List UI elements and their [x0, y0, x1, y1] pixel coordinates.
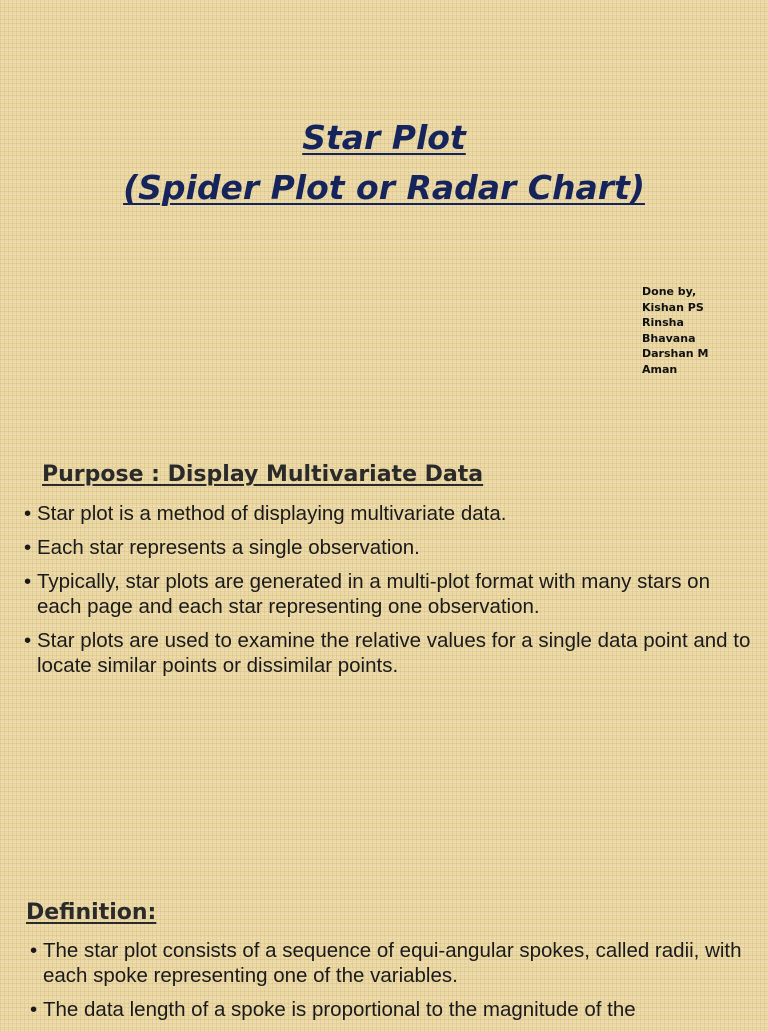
author-name: Rinsha	[642, 316, 684, 330]
bullet-dot-icon: •	[24, 629, 32, 652]
bullet-dot-icon: •	[24, 536, 32, 559]
definition-bullet-list	[30, 938, 760, 1031]
definition-heading: Definition:	[26, 900, 157, 925]
purpose-heading: Purpose : Display Multivariate Data	[42, 462, 484, 487]
authors-block	[642, 284, 708, 378]
author-name: Bhavana	[642, 331, 696, 345]
author-name: Aman	[642, 362, 678, 376]
bullet-item	[24, 569, 754, 619]
bullet-dot-icon: •	[30, 939, 38, 962]
bullet-item	[30, 997, 760, 1022]
title-line-2: (Spider Plot or Radar Chart)	[123, 168, 645, 207]
bullet-text: Star plot is a method of displaying multivariate data.	[37, 502, 507, 525]
bullet-item	[24, 535, 754, 560]
authors-label: Done by,	[642, 285, 697, 298]
bullet-dot-icon: •	[24, 570, 32, 593]
title-line-1: Star Plot	[302, 118, 466, 157]
bullet-text: Each star represents a single observation.	[37, 536, 420, 559]
bullet-item	[24, 628, 754, 678]
bullet-dot-icon: •	[30, 998, 38, 1021]
author-name: Darshan M	[642, 347, 709, 361]
bullet-text: The data length of a spoke is proportional to the magnitude of the	[43, 998, 636, 1021]
bullet-text: Typically, star plots are generated in a multi-plot format with many stars on each page and each star representing one observation.	[37, 570, 710, 618]
bullet-dot-icon: •	[24, 502, 32, 525]
bullet-item	[30, 938, 760, 988]
bullet-text: Star plots are used to examine the relative values for a single data point and to locate similar points or dissimilar points.	[37, 629, 751, 677]
author-name: Kishan PS	[642, 300, 704, 314]
purpose-bullet-list	[24, 501, 754, 687]
bullet-text: The star plot consists of a sequence of equi-angular spokes, called radii, with each spoke representing one of the variables.	[43, 939, 742, 987]
bullet-item	[24, 501, 754, 526]
